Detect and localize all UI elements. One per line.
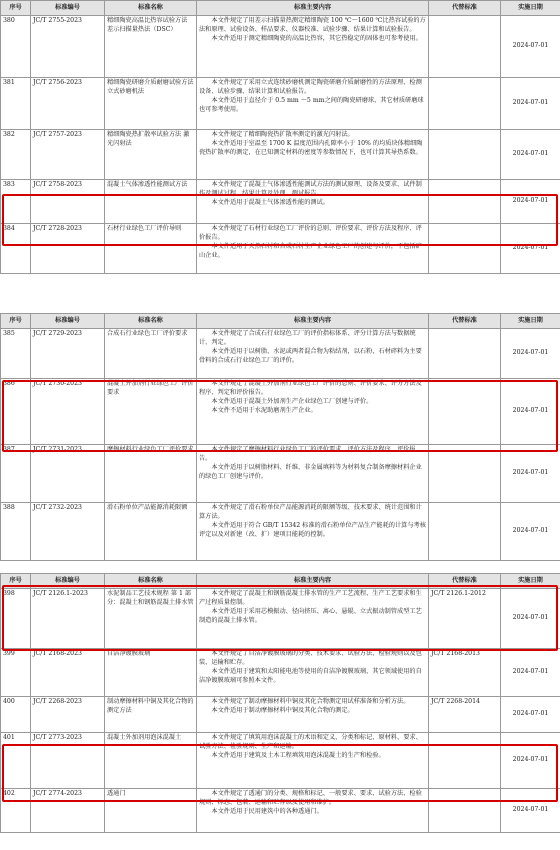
- content-line: 本文件规定了混凝土和钢筋混凝土排水管的生产工艺流程、生产工艺要求和生产过程质量控制。: [199, 590, 422, 606]
- row-content: [197, 224, 429, 274]
- row-code: JC/T 2757-2023: [31, 130, 105, 180]
- row-replace: [429, 329, 501, 379]
- row-no: 383: [1, 180, 31, 224]
- row-replace: [429, 503, 501, 561]
- row-no: 387: [1, 445, 31, 503]
- row-name: 水泥制品工艺技术规程 第 1 部分：混凝土和钢筋混凝土排水管: [105, 589, 197, 649]
- row-content: [197, 589, 429, 649]
- row-no: 386: [1, 379, 31, 445]
- content-line: 本文件适用于以树脂、水泥或两者混合物为粘结剂，以石粉、石材碎料为主要骨料的合成石行业绿色工厂的评价。: [199, 347, 422, 364]
- header-no: 序号: [1, 314, 31, 329]
- row-code: JC/T 2730-2023: [31, 379, 105, 445]
- row-replace: JC/T 2126.1-2012: [429, 589, 501, 649]
- content-line: 本文件规定了采用立式连续砂磨机测定陶瓷研磨介质耐磨性的方法原理、检测设备、试验步骤、结果计算和试验报告。: [199, 79, 422, 95]
- row-content: [197, 733, 429, 789]
- content-line: 本文件适用于室温至 1700 K 温度范围内孔隙率小于 10% 的均质块体精细陶瓷热扩散率的测定，在已知测定材料的密度等参数情况下，也可计算其导热系数。: [199, 139, 423, 156]
- table-header-row: [1, 574, 560, 589]
- content-line: 本文件规定了透通门的分类、规格和标记、一般要求、要求、试验方法、检验规则、标志、包装、运输和贮存以及使用和维护。: [199, 790, 422, 806]
- row-date: 2024-07-01: [501, 697, 560, 733]
- row-replace: [429, 224, 501, 274]
- content-line: 本文件适用于测定精细陶瓷的高温比热容，其它热稳定的固体也可参考使用。: [211, 34, 422, 42]
- row-name: 混凝土外加剂用泡沫混凝土: [105, 733, 197, 789]
- header-name: 标准名称: [105, 574, 197, 589]
- content-line: 本文件规定了石材行业绿色工厂评价的总则、评价要求、评价方法及程序、评价报告。: [199, 225, 422, 241]
- header-date: 实施日期: [501, 574, 560, 589]
- row-no: 398: [1, 589, 31, 649]
- row-content: [197, 649, 429, 697]
- content-line: 本文件规定了混凝土外加剂行业绿色工厂评价的总则、评价要求、评分方法及程序、判定和评价报告。: [199, 380, 422, 396]
- content-line: 本文件适用于民用建筑中的各种透通门。: [211, 807, 323, 815]
- row-name: 滑石粉单位产品能源消耗限额: [105, 503, 197, 561]
- row-code: JC/T 2728-2023: [31, 224, 105, 274]
- row-replace: JC/T 2268-2014: [429, 697, 501, 733]
- row-content: [197, 180, 429, 224]
- row-replace: [429, 130, 501, 180]
- table-header-row: [1, 314, 560, 329]
- standards-table-block-1: [0, 0, 560, 274]
- row-replace: [429, 733, 501, 789]
- row-content: [197, 379, 429, 445]
- table-row: [1, 224, 560, 274]
- content-line: 本文件适用于采用芯模振动、径向挤压、离心、悬辊、立式振动制管成型工艺制造的混凝土排水管。: [199, 607, 422, 624]
- header-replace: 代替标准: [429, 314, 501, 329]
- row-content: [197, 503, 429, 561]
- row-date: 2024-07-01: [501, 16, 560, 78]
- table-row: [1, 329, 560, 379]
- standards-table: [0, 0, 560, 274]
- content-line: 本文件适用于混凝土气体渗透性能的测试。: [211, 198, 329, 206]
- row-code: JC/T 2126.1-2023: [31, 589, 105, 649]
- row-content: [197, 329, 429, 379]
- row-name: 自洁净镀膜玻璃: [105, 649, 197, 697]
- header-content: 标准主要内容: [197, 314, 429, 329]
- row-date: 2024-07-01: [501, 78, 560, 130]
- row-date: 2024-07-01: [501, 379, 560, 445]
- row-name: 摩擦材料行业绿色工厂评价要求: [105, 445, 197, 503]
- row-code: JC/T 2732-2023: [31, 503, 105, 561]
- content-line: 本文件规定了自洁净镀膜玻璃的分类、技术要求、试验方法、检验规则以及包装、运输和贮存。: [199, 650, 422, 666]
- row-replace: [429, 78, 501, 130]
- content-line: 本文件适用于建筑和太阳能电池等使用的自洁净镀膜玻璃，其它领域使用的自洁净镀膜玻璃可参照本文件。: [199, 667, 422, 684]
- row-replace: [429, 379, 501, 445]
- table-row: [1, 733, 560, 789]
- header-content: 标准主要内容: [197, 574, 429, 589]
- row-name: 精细陶瓷高温比热容试验方法 差示扫描量热法（DSC）: [105, 16, 197, 78]
- row-date: 2024-07-01: [501, 789, 560, 833]
- content-line: 本文件适用于直径介于 0.5 mm ～5 mm之间的陶瓷研磨球，其它材质研磨球也可参考使用。: [199, 96, 424, 113]
- header-replace: 代替标准: [429, 574, 501, 589]
- header-code: 标准编号: [31, 574, 105, 589]
- table-header-row: [1, 1, 560, 16]
- row-no: 400: [1, 697, 31, 733]
- header-code: 标准编号: [31, 314, 105, 329]
- table-row: [1, 649, 560, 697]
- table-row: [1, 78, 560, 130]
- content-line: 本文件规定了合成石行业绿色工厂的评价指标体系、评分计算方法与数据统计、判定。: [199, 330, 416, 346]
- content-line: 本文件规定了滑石粉单位产品能源消耗的限额等级、技术要求、统计范围和计算方法。: [199, 504, 422, 520]
- row-name: 合成石行业绿色工厂评价要求: [105, 329, 197, 379]
- content-line: 本文件适用于符合 GB/T 15342 标准的滑石粉单位产品生产能耗的计算与考核评定以及对新建（改、扩）建项目能耗的控制。: [199, 521, 426, 538]
- row-no: 384: [1, 224, 31, 274]
- row-no: 401: [1, 733, 31, 789]
- row-content: [197, 445, 429, 503]
- row-content: [197, 697, 429, 733]
- content-line: 本文件适用于天然石材和合成石材生产企业绿色工厂的创建与评价，不包括矿山企业。: [199, 242, 422, 259]
- row-no: 388: [1, 503, 31, 561]
- row-replace: [429, 445, 501, 503]
- standards-table-block-3: [0, 573, 560, 833]
- row-no: 380: [1, 16, 31, 78]
- row-no: 385: [1, 329, 31, 379]
- content-line: 本文件适用于混凝土外加剂生产企业绿色工厂创建与评价。: [211, 397, 373, 405]
- row-no: 402: [1, 789, 31, 833]
- row-code: JC/T 2755-2023: [31, 16, 105, 78]
- row-code: JC/T 2756-2023: [31, 78, 105, 130]
- table-row: [1, 379, 560, 445]
- header-code: 标准编号: [31, 1, 105, 16]
- row-date: 2024-07-01: [501, 180, 560, 224]
- row-code: JC/T 2758-2023: [31, 180, 105, 224]
- row-date: 2024-07-01: [501, 503, 560, 561]
- table-row: [1, 503, 560, 561]
- header-no: 序号: [1, 574, 31, 589]
- row-code: JC/T 2774-2023: [31, 789, 105, 833]
- header-replace: 代替标准: [429, 1, 501, 16]
- table-row: [1, 16, 560, 78]
- table-row: [1, 789, 560, 833]
- table-row: [1, 180, 560, 224]
- header-date: 实施日期: [501, 314, 560, 329]
- content-line: 本文件规定了摩擦材料行业绿色工厂的评价要求、评价方法及程序、评价报告。: [199, 446, 416, 462]
- content-line: 本文件适用于建筑及土木工程填筑用泡沫混凝土的生产和检验。: [211, 751, 385, 759]
- content-line: 本文件规定了填筑用泡沫混凝土的术语和定义、分类和标记、原材料、要求、试验方法、检验规则、生产和运输。: [199, 734, 422, 750]
- table-row: [1, 589, 560, 649]
- row-no: 399: [1, 649, 31, 697]
- content-line: 本文件适用于以树脂材料、纤维、非金属填料等为材料复合制备摩擦材料企业的绿色工厂创建与评价。: [199, 463, 422, 480]
- row-content: [197, 789, 429, 833]
- row-name: 精细陶瓷研磨介质耐磨试验方法 立式砂磨机法: [105, 78, 197, 130]
- row-date: 2024-07-01: [501, 649, 560, 697]
- row-date: 2024-07-01: [501, 224, 560, 274]
- table-row: [1, 445, 560, 503]
- row-no: 381: [1, 78, 31, 130]
- row-code: JC/T 2773-2023: [31, 733, 105, 789]
- standards-table: [0, 573, 560, 833]
- content-line: 本文件规定了精细陶瓷热扩散率测定的激光闪射法。: [211, 131, 354, 138]
- standards-table: [0, 313, 560, 561]
- content-line: 本文件不适用于水泥助磨剂生产企业。: [211, 406, 317, 414]
- row-content: [197, 130, 429, 180]
- content-line: 本文件规定了混凝土气体渗透性能测试方法的测试原理、设备及要求、试件制作及测试过程、结果计算及处理、测试报告。: [199, 181, 422, 197]
- row-replace: [429, 789, 501, 833]
- row-name: 石材行业绿色工厂评价导则: [105, 224, 197, 274]
- content-line: 本文件适用于制动摩擦材料中铜及其化合物的测定。: [211, 706, 354, 714]
- row-content: [197, 16, 429, 78]
- row-date: 2024-07-01: [501, 589, 560, 649]
- content-line: 本文件规定了制动摩擦材料中铜及其化合物测定用试样准备和分析方法。: [211, 698, 410, 705]
- content-line: 本文件规定了用差示扫描量热测定精细陶瓷 100 ℃～1600 ℃比热容试验的方法和原理、试验设备、样品要求、仪器校准、试验步骤、结果计算和试验报告。: [199, 17, 426, 33]
- row-name: 制动摩擦材料中铜及其化合物的测定方法: [105, 697, 197, 733]
- row-name: 混凝土气体渗透性能测试方法: [105, 180, 197, 224]
- row-date: 2024-07-01: [501, 733, 560, 789]
- row-replace: [429, 180, 501, 224]
- row-date: 2024-07-01: [501, 445, 560, 503]
- row-no: 382: [1, 130, 31, 180]
- header-date: 实施日期: [501, 1, 560, 16]
- row-content: [197, 78, 429, 130]
- row-name: 混凝土外加剂行业绿色工厂评价要求: [105, 379, 197, 445]
- header-no: 序号: [1, 1, 31, 16]
- row-code: JC/T 2731-2023: [31, 445, 105, 503]
- row-replace: [429, 16, 501, 78]
- row-date: 2024-07-01: [501, 329, 560, 379]
- row-code: JC/T 2268-2023: [31, 697, 105, 733]
- row-code: JC/T 2729-2023: [31, 329, 105, 379]
- header-name: 标准名称: [105, 314, 197, 329]
- row-replace: JC/T 2168-2013: [429, 649, 501, 697]
- header-name: 标准名称: [105, 1, 197, 16]
- standards-table-block-2: [0, 313, 560, 561]
- row-name: 精细陶瓷热扩散率试验方法 激光闪射法: [105, 130, 197, 180]
- header-content: 标准主要内容: [197, 1, 429, 16]
- row-code: JC/T 2168-2023: [31, 649, 105, 697]
- row-name: 透通门: [105, 789, 197, 833]
- table-row: [1, 130, 560, 180]
- row-date: 2024-07-01: [501, 130, 560, 180]
- table-row: [1, 697, 560, 733]
